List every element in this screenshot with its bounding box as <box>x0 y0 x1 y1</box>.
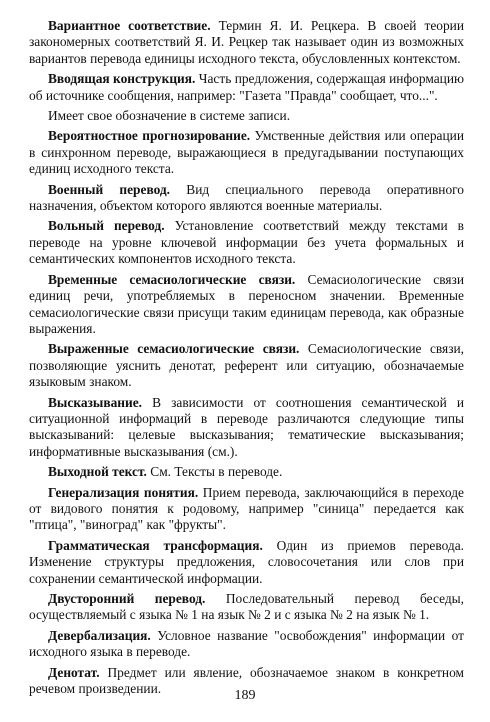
entry-military-translation <box>29 182 464 215</box>
entry-definition: Термин Я. И. Рецкера. В своей теории закономерных соответствий Я. И. Рецкер так называет один из возможных вариантов перевода единицы исходного текста, обусловленных контекстом. <box>29 18 464 66</box>
entry-deverbalization <box>29 628 464 661</box>
entry-free-translation <box>29 218 464 267</box>
entry-expressed-semasiological-links <box>29 341 464 390</box>
entry-term: Генерализация понятия. <box>48 484 199 500</box>
entry-probabilistic-forecasting <box>29 128 464 177</box>
page-number: 189 <box>234 688 256 703</box>
entry-term: Вариантное соответствие. <box>48 18 211 33</box>
entry-definition: Семасиологические связи, позволяющие уяснить денотат, референт или ситуацию, обозначаемые языковым знаком. <box>29 341 464 390</box>
entry-definition: Семасиологические связи единиц речи, употребляемых в переносном значении. Временные семасиологические связи присущи таким единицам перевода, как образные выражения. <box>29 271 464 336</box>
entry-definition: Вид специального перевода оперативного назначения, объектом которого являются военные материалы. <box>29 181 465 214</box>
entry-term: Двусторонний перевод. <box>48 591 206 606</box>
entry-utterance <box>29 395 464 461</box>
entry-term: Вероятностное прогнозирование. <box>48 128 251 144</box>
entry-introductory-construction <box>29 71 464 104</box>
entry-definition: См. Тексты в переводе. <box>150 464 283 480</box>
entry-generalization <box>29 485 464 534</box>
entry-term: Вольный перевод. <box>48 218 165 234</box>
entry-term: Выраженные семасиологические связи. <box>48 341 300 357</box>
entry-definition: В зависимости от соотношения семантической и ситуационной информаций в переводе различаются следующие типы высказываний: целевые высказывания; тематические высказывания; информативные высказывания (см.). <box>29 394 464 459</box>
entry-temporary-semasiological-links <box>29 272 464 338</box>
entry-definition: Часть предложения, содержащая информацию об источнике сообщения, например: "Газета "Правда" сообщает, что...". <box>29 71 464 103</box>
entry-output-text <box>29 464 464 480</box>
entry-definition: Умственные действия или операции в синхронном переводе, выражающиеся в предугадывании поступающих единиц исходного текста. <box>29 128 464 177</box>
entry-term: Денотат. <box>48 664 100 680</box>
entry-term: Грамматическая трансформация. <box>48 537 263 553</box>
entry-list <box>29 18 464 697</box>
entry-term: Высказывание. <box>48 394 143 410</box>
entry-note <box>29 108 464 124</box>
entry-definition: Один из приемов перевода. Изменение структуры предложения, словосочетания или слов при сохранении семантической информации. <box>29 537 464 586</box>
entry-term: Девербализация. <box>48 627 151 643</box>
entry-definition: Имеет свое обозначение в системе записи. <box>48 108 291 124</box>
entry-term: Выходной текст. <box>48 464 147 480</box>
entry-term: Временные семасиологические связи. <box>48 271 296 287</box>
entry-definition: Прием перевода, заключающийся в переходе от видового понятия к родовому, например "синица" передается как "птица", "виноград" как "фрукты". <box>29 484 464 533</box>
entry-term: Военный перевод. <box>48 181 171 197</box>
entry-definition: Условное название "освобождения" информации от исходного языка в переводе. <box>29 627 464 660</box>
entry-grammatical-transformation <box>29 538 464 587</box>
entry-definition: Установление соответствий между текстами в переводе на уровне ключевой информации без учета формальных и семантических компонентов исходного текста. <box>29 218 464 267</box>
entry-term: Вводящая конструкция. <box>48 71 196 87</box>
entry-variant-correspondence <box>29 18 464 67</box>
entry-definition: Предмет или явление, обозначаемое знаком в конкретном речевом произведении. <box>29 664 464 697</box>
entry-definition: Последовательный перевод беседы, осуществляемый с языка № 1 на язык № 2 и с языка № 2 на язык № 1. <box>29 591 464 623</box>
entry-two-way-translation <box>29 591 464 624</box>
